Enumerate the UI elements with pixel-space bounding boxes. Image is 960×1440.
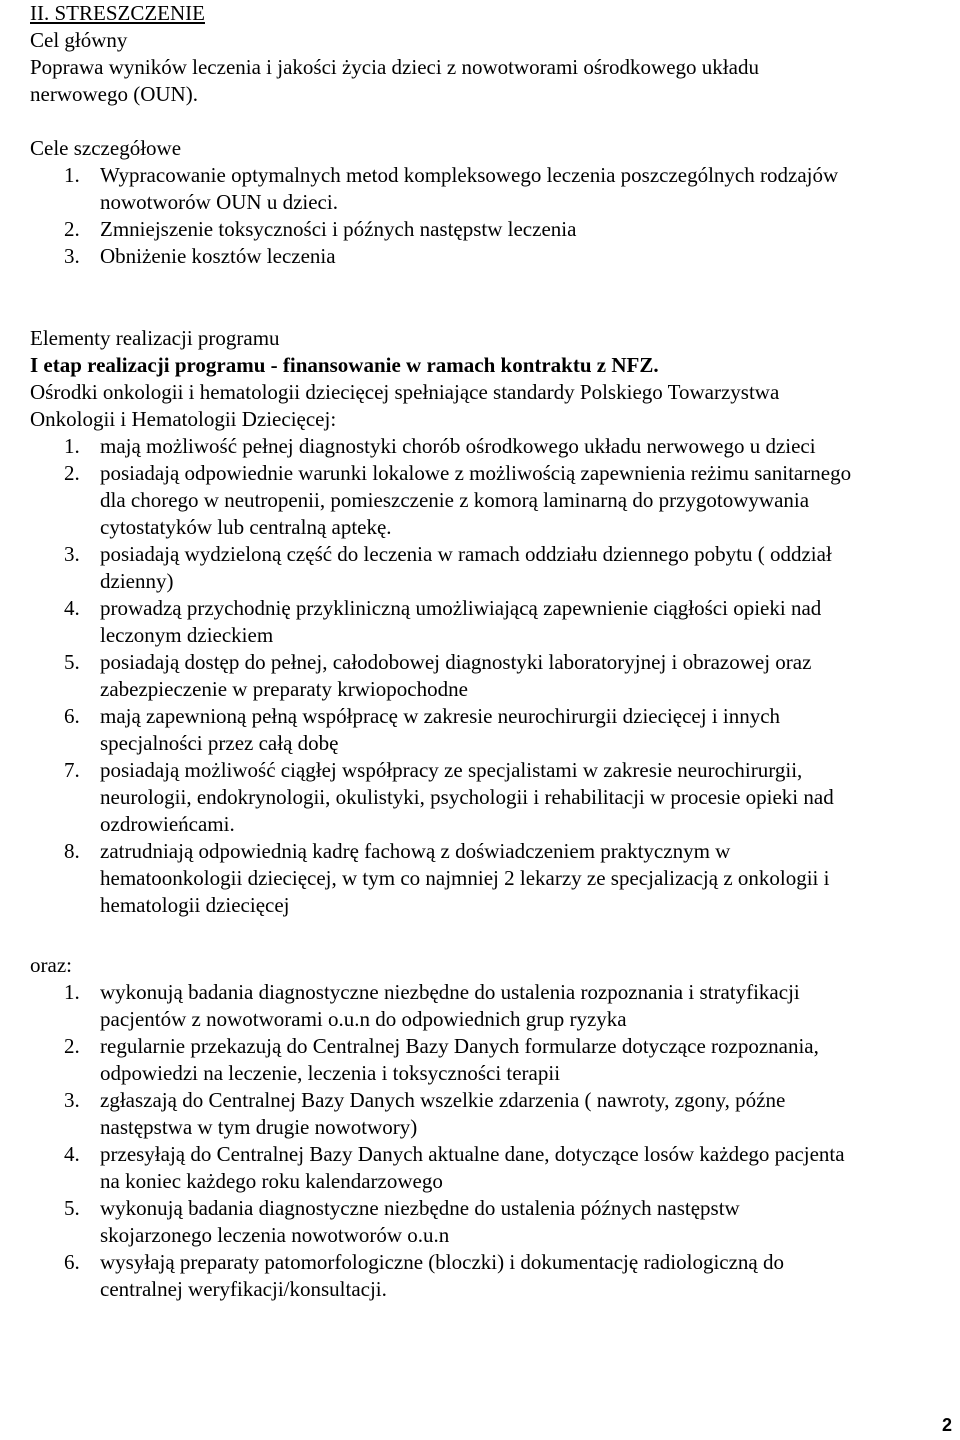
list-item-line: regularnie przekazują do Centralnej Bazy Danych formularze dotyczące rozpoznania, bbox=[100, 1034, 819, 1058]
list-item bbox=[30, 838, 940, 919]
list-item-line: posiadają możliwość ciągłej współpracy ze specjalistami w zakresie neurochirurgii, bbox=[100, 758, 803, 782]
list-item-line: następstwa w tym drugie nowotwory) bbox=[100, 1115, 418, 1139]
implementation-heading: Elementy realizacji programu bbox=[30, 326, 280, 350]
list-item-number: 2. bbox=[64, 461, 80, 485]
list-item-number: 7. bbox=[64, 758, 80, 782]
list-item-number: 8. bbox=[64, 839, 80, 863]
list-item bbox=[30, 162, 940, 216]
list-item-number: 1. bbox=[64, 980, 80, 1004]
list-item-line: na koniec każdego roku kalendarzowego bbox=[100, 1169, 443, 1193]
list-item-line: przesyłają do Centralnej Bazy Danych aktualne dane, dotyczące losów każdego pacjenta bbox=[100, 1142, 845, 1166]
list-item-number: 6. bbox=[64, 1250, 80, 1274]
list-item-line: mają możliwość pełnej diagnostyki chorób ośrodkowego układu nerwowego u dzieci bbox=[100, 434, 816, 458]
section-title: II. STRESZCZENIE bbox=[30, 1, 205, 25]
list-item bbox=[30, 649, 940, 703]
list-item-line: hematoonkologii dziecięcej, w tym co najmniej 2 lekarzy ze specjalizacją z onkologii i bbox=[100, 866, 830, 890]
specific-goals-section bbox=[30, 135, 940, 270]
list-item-number: 5. bbox=[64, 650, 80, 674]
list-item-number: 2. bbox=[64, 1034, 80, 1058]
list-item bbox=[30, 243, 940, 270]
list-item-line: neurologii, endokrynologii, okulistyki, psychologii i rehabilitacji w procesie opieki nad bbox=[100, 785, 834, 809]
list-item bbox=[30, 1033, 940, 1087]
list-item-line: leczonym dzieckiem bbox=[100, 623, 274, 647]
list-item-line: Obniżenie kosztów leczenia bbox=[100, 244, 336, 268]
list-item-line: nowotworów OUN u dzieci. bbox=[100, 190, 338, 214]
intro-line: Ośrodki onkologii i hematologii dziecięcej spełniające standardy Polskiego Towarzystwa bbox=[30, 380, 780, 404]
list-item-line: wysyłają preparaty patomorfologiczne (bloczki) i dokumentację radiologiczną do bbox=[100, 1250, 784, 1274]
main-goal-heading: Cel główny bbox=[30, 28, 128, 52]
list-item-line: ozdrowieńcami. bbox=[100, 812, 235, 836]
list-item-number: 5. bbox=[64, 1196, 80, 1220]
list-item-line: pacjentów z nowotworami o.u.n do odpowiednich grup ryzyka bbox=[100, 1007, 627, 1031]
implementation-section bbox=[30, 325, 940, 919]
list-item bbox=[30, 595, 940, 649]
list-item-number: 2. bbox=[64, 217, 80, 241]
list-item-number: 3. bbox=[64, 542, 80, 566]
list-item-line: odpowiedzi na leczenie, leczenia i toksyczności terapii bbox=[100, 1061, 561, 1085]
stage-heading: I etap realizacji programu - finansowanie w ramach kontraktu z NFZ. bbox=[30, 353, 659, 377]
specific-goals-heading: Cele szczegółowe bbox=[30, 136, 182, 160]
list-item-line: dla chorego w neutropenii, pomieszczenie z komorą laminarną do przygotowywania bbox=[100, 488, 810, 512]
list-item bbox=[30, 1087, 940, 1141]
list-item bbox=[30, 541, 940, 595]
additional-heading: oraz: bbox=[30, 953, 72, 977]
list-item-number: 3. bbox=[64, 1088, 80, 1112]
additional-section bbox=[30, 952, 940, 1303]
list-item-line: zabezpieczenie w preparaty krwiopochodne bbox=[100, 677, 468, 701]
list-item-line: posiadają odpowiednie warunki lokalowe z możliwością zapewnienia reżimu sanitarnego bbox=[100, 461, 852, 485]
list-item bbox=[30, 1141, 940, 1195]
list-item bbox=[30, 1249, 940, 1303]
list-item-line: wykonują badania diagnostyczne niezbędne do ustalenia późnych następstw bbox=[100, 1196, 740, 1220]
list-item-line: posiadają wydzieloną część do leczenia w ramach oddziału dziennego pobytu ( oddział bbox=[100, 542, 832, 566]
list-item-line: zatrudniają odpowiednią kadrę fachową z doświadczeniem praktycznym w bbox=[100, 839, 731, 863]
list-item-line: dzienny) bbox=[100, 569, 174, 593]
list-item-line: cytostatyków lub centralną aptekę. bbox=[100, 515, 392, 539]
list-item-number: 4. bbox=[64, 596, 80, 620]
list-item-number: 1. bbox=[64, 434, 80, 458]
list-item bbox=[30, 460, 940, 541]
list-item-line: wykonują badania diagnostyczne niezbędne do ustalenia rozpoznania i stratyfikacji bbox=[100, 980, 800, 1004]
list-item bbox=[30, 757, 940, 838]
list-item bbox=[30, 433, 940, 460]
list-item bbox=[30, 979, 940, 1033]
list-item bbox=[30, 703, 940, 757]
list-item-line: specjalności przez całą dobę bbox=[100, 731, 339, 755]
list-item-number: 3. bbox=[64, 244, 80, 268]
list-item-line: mają zapewnioną pełną współpracę w zakresie neurochirurgii dziecięcej i innych bbox=[100, 704, 781, 728]
list-item-line: zgłaszają do Centralnej Bazy Danych wszelkie zdarzenia ( nawroty, zgony, późne bbox=[100, 1088, 786, 1112]
list-item-line: hematologii dziecięcej bbox=[100, 893, 290, 917]
list-item bbox=[30, 216, 940, 243]
list-item-line: Wypracowanie optymalnych metod kompleksowego leczenia poszczególnych rodzajów bbox=[100, 163, 839, 187]
list-item-number: 6. bbox=[64, 704, 80, 728]
list-item-number: 1. bbox=[64, 163, 80, 187]
list-item-line: prowadzą przychodnię przykliniczną umożliwiającą zapewnienie ciągłości opieki nad bbox=[100, 596, 822, 620]
summary-section bbox=[30, 0, 940, 108]
main-goal-text-line: nerwowego (OUN). bbox=[30, 82, 198, 106]
list-item-number: 4. bbox=[64, 1142, 80, 1166]
list-item-line: Zmniejszenie toksyczności i późnych następstw leczenia bbox=[100, 217, 577, 241]
list-item-line: centralnej weryfikacji/konsultacji. bbox=[100, 1277, 387, 1301]
list-item bbox=[30, 1195, 940, 1249]
list-item-line: posiadają dostęp do pełnej, całodobowej diagnostyki laboratoryjnej i obrazowej oraz bbox=[100, 650, 812, 674]
main-goal-text-line: Poprawa wyników leczenia i jakości życia dzieci z nowotworami ośrodkowego układu bbox=[30, 55, 759, 79]
list-item-line: skojarzonego leczenia nowotworów o.u.n bbox=[100, 1223, 450, 1247]
intro-line: Onkologii i Hematologii Dziecięcej: bbox=[30, 407, 337, 431]
page-number: 2 bbox=[941, 1415, 952, 1435]
